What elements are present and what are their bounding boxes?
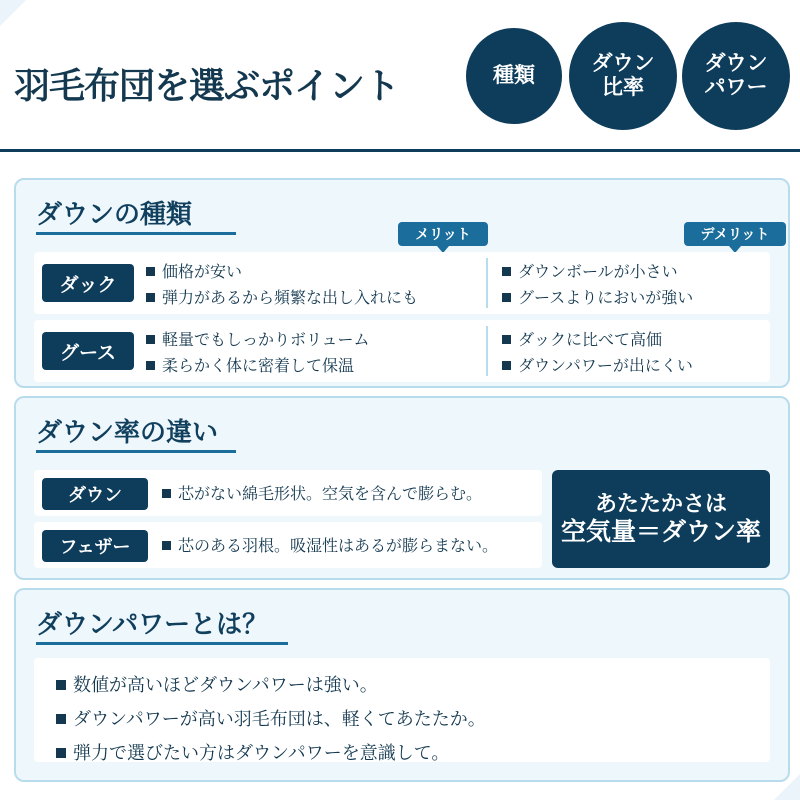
header-divider xyxy=(0,149,800,152)
card-down-types-title-underline xyxy=(36,232,236,235)
rate-highlight-line1: あたたかさは xyxy=(594,490,727,516)
rate-row-down-text: 芯がない綿毛形状。空気を含んで膨らむ。 xyxy=(178,486,483,503)
card-down-types-title: ダウンの種類 xyxy=(36,199,193,229)
bullet-square-icon xyxy=(502,361,511,370)
rate-row-label-down: ダウン xyxy=(42,478,148,510)
bullet-square-icon xyxy=(146,361,155,370)
row-goose-merit-1: 軽量でもしっかりボリューム xyxy=(162,332,370,349)
power-item-list xyxy=(56,668,486,770)
header-bubble-type-line1: 種類 xyxy=(493,64,535,88)
row-label-duck: ダック xyxy=(42,264,134,302)
card-down-rate-title-underline xyxy=(36,450,236,453)
row-goose-merit-2: 柔らかく体に密着して保温 xyxy=(162,358,355,375)
row-duck-demerit-1: ダウンボールが小さい xyxy=(518,264,678,281)
bullet-square-icon xyxy=(502,293,511,302)
header-bubble-down-power-line2: パワー xyxy=(704,76,768,99)
demerit-flag: デメリット xyxy=(684,222,786,246)
row-duck-merits xyxy=(146,260,418,312)
power-item-1: 数値が高いほどダウンパワーは強い。 xyxy=(73,675,378,695)
card-down-power-title: ダウンパワーとは？ xyxy=(36,609,269,639)
bullet-square-icon xyxy=(502,267,511,276)
bullet-square-icon xyxy=(146,267,155,276)
bullet-square-icon xyxy=(146,335,155,344)
row-goose-demerit-1: ダックに比べて高価 xyxy=(518,332,663,349)
header xyxy=(0,0,800,152)
rate-row-feather-text: 芯のある羽根。吸湿性はあるが膨らまない。 xyxy=(178,538,499,555)
rate-row-feather-text-wrap xyxy=(162,534,498,560)
row-goose-demerits xyxy=(502,328,693,380)
card-down-power-title-underline xyxy=(36,642,288,645)
bullet-square-icon xyxy=(162,541,171,550)
row-duck-merit-2: 弾力があるから頻繁な出し入れにも xyxy=(162,290,419,307)
row-duck-demerits xyxy=(502,260,693,312)
card-down-rate xyxy=(14,396,790,580)
header-bubble-down-power-line1: ダウン xyxy=(704,52,768,76)
row-label-goose: グース xyxy=(42,332,134,370)
row-duck-demerit-2: グースよりにおいが強い xyxy=(518,290,694,307)
bullet-square-icon xyxy=(56,714,66,724)
card-down-types xyxy=(14,178,790,388)
row-goose-divider xyxy=(486,326,488,376)
card-down-rate-title: ダウン率の違い xyxy=(36,417,219,447)
bullet-square-icon xyxy=(502,335,511,344)
bullet-square-icon xyxy=(162,489,171,498)
card-down-power xyxy=(14,588,790,782)
rate-row-down-text-wrap xyxy=(162,482,482,508)
page-title: 羽毛布団を選ぶポイント xyxy=(14,65,400,106)
header-bubble-down-power xyxy=(682,22,790,130)
power-item-2: ダウンパワーが高い羽毛布団は、軽くてあたたか。 xyxy=(73,709,486,729)
bullet-square-icon xyxy=(56,680,66,690)
merit-flag: メリット xyxy=(398,222,488,246)
header-bubble-down-ratio xyxy=(569,22,677,130)
rate-highlight-box xyxy=(552,470,770,568)
header-bubble-down-ratio-line2: 比率 xyxy=(602,76,644,99)
row-goose-merits xyxy=(146,328,370,380)
row-duck-merit-1: 価格が安い xyxy=(162,264,243,281)
rate-highlight-line2: 空気量＝ダウン率 xyxy=(560,518,761,547)
header-bubble-type xyxy=(466,28,562,124)
rate-row-label-feather: フェザー xyxy=(42,530,148,562)
bullet-square-icon xyxy=(56,748,66,758)
power-item-3: 弾力で選びたい方はダウンパワーを意識して。 xyxy=(73,743,450,763)
header-bubble-down-ratio-line1: ダウン xyxy=(591,52,655,76)
row-goose-demerit-2: ダウンパワーが出にくい xyxy=(518,358,693,375)
bullet-square-icon xyxy=(146,293,155,302)
row-duck-divider xyxy=(486,258,488,308)
